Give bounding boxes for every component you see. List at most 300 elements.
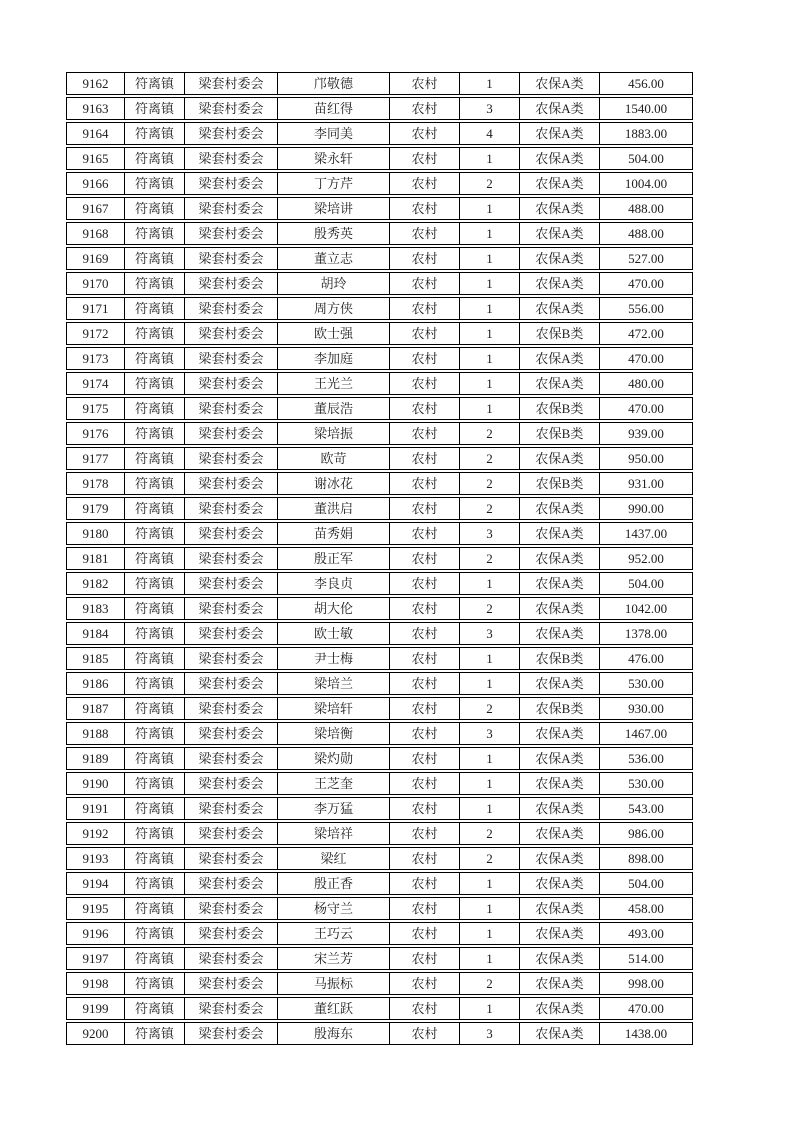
cell-insurance-category: 农保B类 [520,423,600,444]
cell-record-id: 9177 [67,448,125,469]
cell-amount: 1378.00 [624,626,668,641]
cell-residence-type: 农村 [390,698,460,719]
cell-village-committee: 梁套村委会 [185,323,278,344]
table-row [66,897,693,920]
cell-village-committee: 梁套村委会 [185,423,278,444]
cell-amount: 472.00 [628,326,664,341]
cell-town: 符离镇 [125,773,185,794]
table-row [66,447,693,470]
cell-record-id: 9189 [67,748,125,769]
cell-amount: 1437.00 [624,526,668,541]
cell-village-committee: 梁套村委会 [185,823,278,844]
cell-town: 符离镇 [125,673,185,694]
insurance-records-table [66,72,693,1047]
table-row [66,72,693,95]
cell-village-committee: 梁套村委会 [185,98,278,119]
cell-village-committee: 梁套村委会 [185,498,278,519]
cell-town: 符离镇 [125,698,185,719]
cell-person-name: 邝敬德 [278,73,390,94]
cell-amount: 930.00 [628,701,664,716]
cell-person-count: 1 [460,198,520,219]
cell-person-name: 梁培兰 [278,673,390,694]
cell-village-committee: 梁套村委会 [185,348,278,369]
cell-residence-type: 农村 [390,598,460,619]
cell-town: 符离镇 [125,948,185,969]
cell-insurance-category: 农保B类 [520,648,600,669]
table-row [66,997,693,1020]
cell-person-count: 1 [460,373,520,394]
cell-person-name: 苗红得 [278,98,390,119]
cell-amount: 1540.00 [624,101,668,116]
table-row [66,647,693,670]
cell-town: 符离镇 [125,98,185,119]
cell-person-count: 1 [460,298,520,319]
cell-insurance-category: 农保B类 [520,473,600,494]
cell-village-committee: 梁套村委会 [185,273,278,294]
cell-person-count: 1 [460,923,520,944]
cell-record-id: 9171 [67,298,125,319]
cell-insurance-category: 农保B类 [520,398,600,419]
table-row [66,872,693,895]
cell-record-id: 9169 [67,248,125,269]
cell-person-name: 欧苛 [278,448,390,469]
cell-person-name: 董立志 [278,248,390,269]
cell-town: 符离镇 [125,323,185,344]
cell-person-name: 李同美 [278,123,390,144]
cell-residence-type: 农村 [390,448,460,469]
cell-record-id: 9175 [67,398,125,419]
cell-town: 符离镇 [125,573,185,594]
table-row [66,822,693,845]
cell-record-id: 9182 [67,573,125,594]
cell-record-id: 9178 [67,473,125,494]
cell-insurance-category: 农保A类 [520,148,600,169]
table-row [66,697,693,720]
cell-insurance-category: 农保A类 [520,848,600,869]
cell-town: 符离镇 [125,648,185,669]
table-row [66,622,693,645]
table-row [66,222,693,245]
cell-person-count: 3 [460,98,520,119]
cell-town: 符离镇 [125,448,185,469]
cell-person-count: 1 [460,998,520,1019]
cell-person-count: 1 [460,948,520,969]
table-row [66,1022,693,1045]
cell-town: 符离镇 [125,348,185,369]
table-row [66,797,693,820]
table-row [66,847,693,870]
cell-record-id: 9165 [67,148,125,169]
cell-record-id: 9186 [67,673,125,694]
cell-amount: 1004.00 [624,176,668,191]
cell-amount: 470.00 [628,401,664,416]
cell-residence-type: 农村 [390,148,460,169]
cell-village-committee: 梁套村委会 [185,698,278,719]
cell-residence-type: 农村 [390,473,460,494]
cell-person-name: 李良贞 [278,573,390,594]
table-row [66,747,693,770]
cell-town: 符离镇 [125,73,185,94]
cell-village-committee: 梁套村委会 [185,448,278,469]
cell-insurance-category: 农保A类 [520,998,600,1019]
cell-residence-type: 农村 [390,923,460,944]
cell-village-committee: 梁套村委会 [185,248,278,269]
cell-village-committee: 梁套村委会 [185,223,278,244]
cell-residence-type: 农村 [390,548,460,569]
table-row [66,172,693,195]
cell-residence-type: 农村 [390,723,460,744]
cell-insurance-category: 农保A类 [520,798,600,819]
table-row [66,722,693,745]
cell-person-count: 3 [460,1023,520,1044]
cell-village-committee: 梁套村委会 [185,548,278,569]
table-row [66,322,693,345]
cell-person-name: 欧士强 [278,323,390,344]
cell-town: 符离镇 [125,473,185,494]
cell-record-id: 9188 [67,723,125,744]
cell-residence-type: 农村 [390,98,460,119]
cell-record-id: 9199 [67,998,125,1019]
cell-person-count: 2 [460,598,520,619]
cell-village-committee: 梁套村委会 [185,73,278,94]
cell-insurance-category: 农保A类 [520,948,600,969]
cell-person-count: 1 [460,223,520,244]
cell-record-id: 9194 [67,873,125,894]
cell-town: 符离镇 [125,298,185,319]
table-row [66,972,693,995]
cell-record-id: 9196 [67,923,125,944]
cell-town: 符离镇 [125,423,185,444]
table-row [66,197,693,220]
cell-person-name: 欧士敏 [278,623,390,644]
cell-town: 符离镇 [125,598,185,619]
cell-person-name: 王芝奎 [278,773,390,794]
cell-residence-type: 农村 [390,223,460,244]
cell-record-id: 9193 [67,848,125,869]
cell-record-id: 9187 [67,698,125,719]
cell-person-name: 胡大伦 [278,598,390,619]
cell-residence-type: 农村 [390,323,460,344]
cell-village-committee: 梁套村委会 [185,723,278,744]
cell-person-count: 1 [460,873,520,894]
cell-residence-type: 农村 [390,248,460,269]
cell-village-committee: 梁套村委会 [185,473,278,494]
cell-insurance-category: 农保A类 [520,198,600,219]
cell-insurance-category: 农保A类 [520,573,600,594]
cell-amount: 931.00 [628,476,664,491]
cell-amount: 1042.00 [624,601,668,616]
cell-town: 符离镇 [125,623,185,644]
cell-residence-type: 农村 [390,798,460,819]
cell-record-id: 9166 [67,173,125,194]
table-row [66,122,693,145]
table-row [66,97,693,120]
cell-amount: 504.00 [628,876,664,891]
cell-person-count: 2 [460,423,520,444]
cell-residence-type: 农村 [390,273,460,294]
cell-residence-type: 农村 [390,498,460,519]
cell-person-count: 2 [460,548,520,569]
cell-record-id: 9170 [67,273,125,294]
cell-person-name: 殷海东 [278,1023,390,1044]
cell-village-committee: 梁套村委会 [185,673,278,694]
cell-insurance-category: 农保A类 [520,623,600,644]
cell-person-count: 2 [460,848,520,869]
cell-record-id: 9167 [67,198,125,219]
cell-village-committee: 梁套村委会 [185,948,278,969]
cell-village-committee: 梁套村委会 [185,798,278,819]
cell-insurance-category: 农保A类 [520,873,600,894]
cell-insurance-category: 农保A类 [520,773,600,794]
cell-person-name: 梁培振 [278,423,390,444]
cell-town: 符离镇 [125,273,185,294]
cell-insurance-category: 农保A类 [520,923,600,944]
cell-record-id: 9172 [67,323,125,344]
cell-amount: 470.00 [628,1001,664,1016]
cell-person-count: 1 [460,673,520,694]
cell-amount: 990.00 [628,501,664,516]
cell-person-count: 1 [460,348,520,369]
table-row [66,297,693,320]
cell-residence-type: 农村 [390,848,460,869]
cell-insurance-category: 农保A类 [520,523,600,544]
cell-person-name: 梁培祥 [278,823,390,844]
cell-record-id: 9191 [67,798,125,819]
cell-town: 符离镇 [125,798,185,819]
cell-person-name: 王巧云 [278,923,390,944]
cell-amount: 476.00 [628,651,664,666]
cell-insurance-category: 农保A类 [520,98,600,119]
cell-amount: 488.00 [628,226,664,241]
table-row [66,497,693,520]
cell-person-count: 1 [460,748,520,769]
cell-insurance-category: 农保A类 [520,298,600,319]
cell-insurance-category: 农保B类 [520,323,600,344]
cell-amount: 1467.00 [624,726,668,741]
cell-record-id: 9173 [67,348,125,369]
cell-person-count: 4 [460,123,520,144]
cell-village-committee: 梁套村委会 [185,523,278,544]
cell-record-id: 9168 [67,223,125,244]
cell-person-count: 1 [460,323,520,344]
cell-residence-type: 农村 [390,373,460,394]
table-row [66,672,693,695]
cell-village-committee: 梁套村委会 [185,1023,278,1044]
cell-record-id: 9181 [67,548,125,569]
cell-person-name: 尹士梅 [278,648,390,669]
cell-town: 符离镇 [125,973,185,994]
table-row [66,422,693,445]
cell-person-count: 2 [460,498,520,519]
cell-town: 符离镇 [125,248,185,269]
cell-insurance-category: 农保A类 [520,498,600,519]
cell-amount: 952.00 [628,551,664,566]
cell-person-name: 殷秀英 [278,223,390,244]
cell-insurance-category: 农保A类 [520,548,600,569]
cell-residence-type: 农村 [390,823,460,844]
cell-insurance-category: 农保A类 [520,973,600,994]
table-row [66,772,693,795]
cell-insurance-category: 农保A类 [520,898,600,919]
cell-person-count: 1 [460,798,520,819]
cell-amount: 530.00 [628,776,664,791]
table-row [66,947,693,970]
cell-insurance-category: 农保A类 [520,73,600,94]
cell-amount: 950.00 [628,451,664,466]
cell-insurance-category: 农保A类 [520,448,600,469]
cell-record-id: 9198 [67,973,125,994]
cell-residence-type: 农村 [390,73,460,94]
cell-amount: 470.00 [628,351,664,366]
cell-residence-type: 农村 [390,198,460,219]
cell-insurance-category: 农保A类 [520,1023,600,1044]
table-row [66,147,693,170]
cell-insurance-category: 农保A类 [520,373,600,394]
cell-amount: 527.00 [628,251,664,266]
cell-person-name: 苗秀娟 [278,523,390,544]
cell-insurance-category: 农保B类 [520,698,600,719]
cell-residence-type: 农村 [390,523,460,544]
cell-residence-type: 农村 [390,173,460,194]
cell-amount: 556.00 [628,301,664,316]
cell-person-name: 董红跃 [278,998,390,1019]
cell-record-id: 9164 [67,123,125,144]
cell-person-count: 2 [460,698,520,719]
cell-record-id: 9200 [67,1023,125,1044]
cell-person-count: 1 [460,773,520,794]
cell-town: 符离镇 [125,373,185,394]
cell-person-name: 梁培轩 [278,698,390,719]
cell-town: 符离镇 [125,398,185,419]
cell-village-committee: 梁套村委会 [185,848,278,869]
cell-town: 符离镇 [125,1023,185,1044]
table-row [66,547,693,570]
cell-residence-type: 农村 [390,873,460,894]
cell-residence-type: 农村 [390,623,460,644]
cell-village-committee: 梁套村委会 [185,873,278,894]
cell-town: 符离镇 [125,123,185,144]
cell-record-id: 9162 [67,73,125,94]
cell-amount: 939.00 [628,426,664,441]
cell-village-committee: 梁套村委会 [185,973,278,994]
cell-insurance-category: 农保A类 [520,748,600,769]
cell-person-count: 1 [460,648,520,669]
cell-residence-type: 农村 [390,748,460,769]
cell-village-committee: 梁套村委会 [185,373,278,394]
cell-town: 符离镇 [125,723,185,744]
cell-person-name: 宋兰芳 [278,948,390,969]
cell-insurance-category: 农保A类 [520,673,600,694]
cell-record-id: 9176 [67,423,125,444]
cell-residence-type: 农村 [390,673,460,694]
cell-village-committee: 梁套村委会 [185,773,278,794]
cell-record-id: 9185 [67,648,125,669]
cell-person-name: 李万猛 [278,798,390,819]
cell-person-count: 1 [460,898,520,919]
cell-person-count: 1 [460,398,520,419]
cell-person-count: 2 [460,173,520,194]
cell-amount: 456.00 [628,76,664,91]
cell-residence-type: 农村 [390,648,460,669]
cell-residence-type: 农村 [390,573,460,594]
table-row [66,247,693,270]
cell-amount: 898.00 [628,851,664,866]
cell-person-name: 胡玲 [278,273,390,294]
cell-amount: 504.00 [628,151,664,166]
table-row [66,922,693,945]
cell-town: 符离镇 [125,548,185,569]
cell-village-committee: 梁套村委会 [185,598,278,619]
cell-insurance-category: 农保A类 [520,248,600,269]
cell-record-id: 9195 [67,898,125,919]
cell-person-count: 1 [460,73,520,94]
cell-residence-type: 农村 [390,973,460,994]
cell-town: 符离镇 [125,748,185,769]
cell-person-count: 1 [460,248,520,269]
cell-amount: 504.00 [628,576,664,591]
cell-insurance-category: 农保A类 [520,723,600,744]
cell-amount: 514.00 [628,951,664,966]
cell-residence-type: 农村 [390,348,460,369]
cell-village-committee: 梁套村委会 [185,398,278,419]
cell-village-committee: 梁套村委会 [185,898,278,919]
cell-town: 符离镇 [125,898,185,919]
cell-village-committee: 梁套村委会 [185,998,278,1019]
cell-person-count: 1 [460,573,520,594]
cell-person-name: 董洪启 [278,498,390,519]
table-row [66,272,693,295]
cell-record-id: 9190 [67,773,125,794]
cell-amount: 530.00 [628,676,664,691]
cell-residence-type: 农村 [390,423,460,444]
cell-record-id: 9184 [67,623,125,644]
cell-person-count: 1 [460,273,520,294]
cell-person-count: 2 [460,448,520,469]
cell-village-committee: 梁套村委会 [185,148,278,169]
cell-person-name: 梁灼勋 [278,748,390,769]
cell-amount: 986.00 [628,826,664,841]
cell-person-count: 3 [460,523,520,544]
cell-amount: 493.00 [628,926,664,941]
cell-person-count: 3 [460,723,520,744]
cell-amount: 1883.00 [624,126,668,141]
table-row [66,372,693,395]
cell-person-count: 3 [460,623,520,644]
cell-residence-type: 农村 [390,948,460,969]
cell-town: 符离镇 [125,523,185,544]
cell-insurance-category: 农保A类 [520,348,600,369]
cell-person-name: 梁永轩 [278,148,390,169]
cell-village-committee: 梁套村委会 [185,198,278,219]
cell-amount: 480.00 [628,376,664,391]
cell-person-name: 周方侠 [278,298,390,319]
cell-village-committee: 梁套村委会 [185,123,278,144]
cell-village-committee: 梁套村委会 [185,298,278,319]
cell-amount: 543.00 [628,801,664,816]
table-row [66,397,693,420]
table-row [66,347,693,370]
cell-village-committee: 梁套村委会 [185,173,278,194]
cell-person-count: 2 [460,473,520,494]
cell-record-id: 9183 [67,598,125,619]
cell-residence-type: 农村 [390,773,460,794]
cell-amount: 536.00 [628,751,664,766]
cell-residence-type: 农村 [390,998,460,1019]
cell-town: 符离镇 [125,148,185,169]
cell-amount: 458.00 [628,901,664,916]
cell-person-name: 马振标 [278,973,390,994]
cell-residence-type: 农村 [390,898,460,919]
